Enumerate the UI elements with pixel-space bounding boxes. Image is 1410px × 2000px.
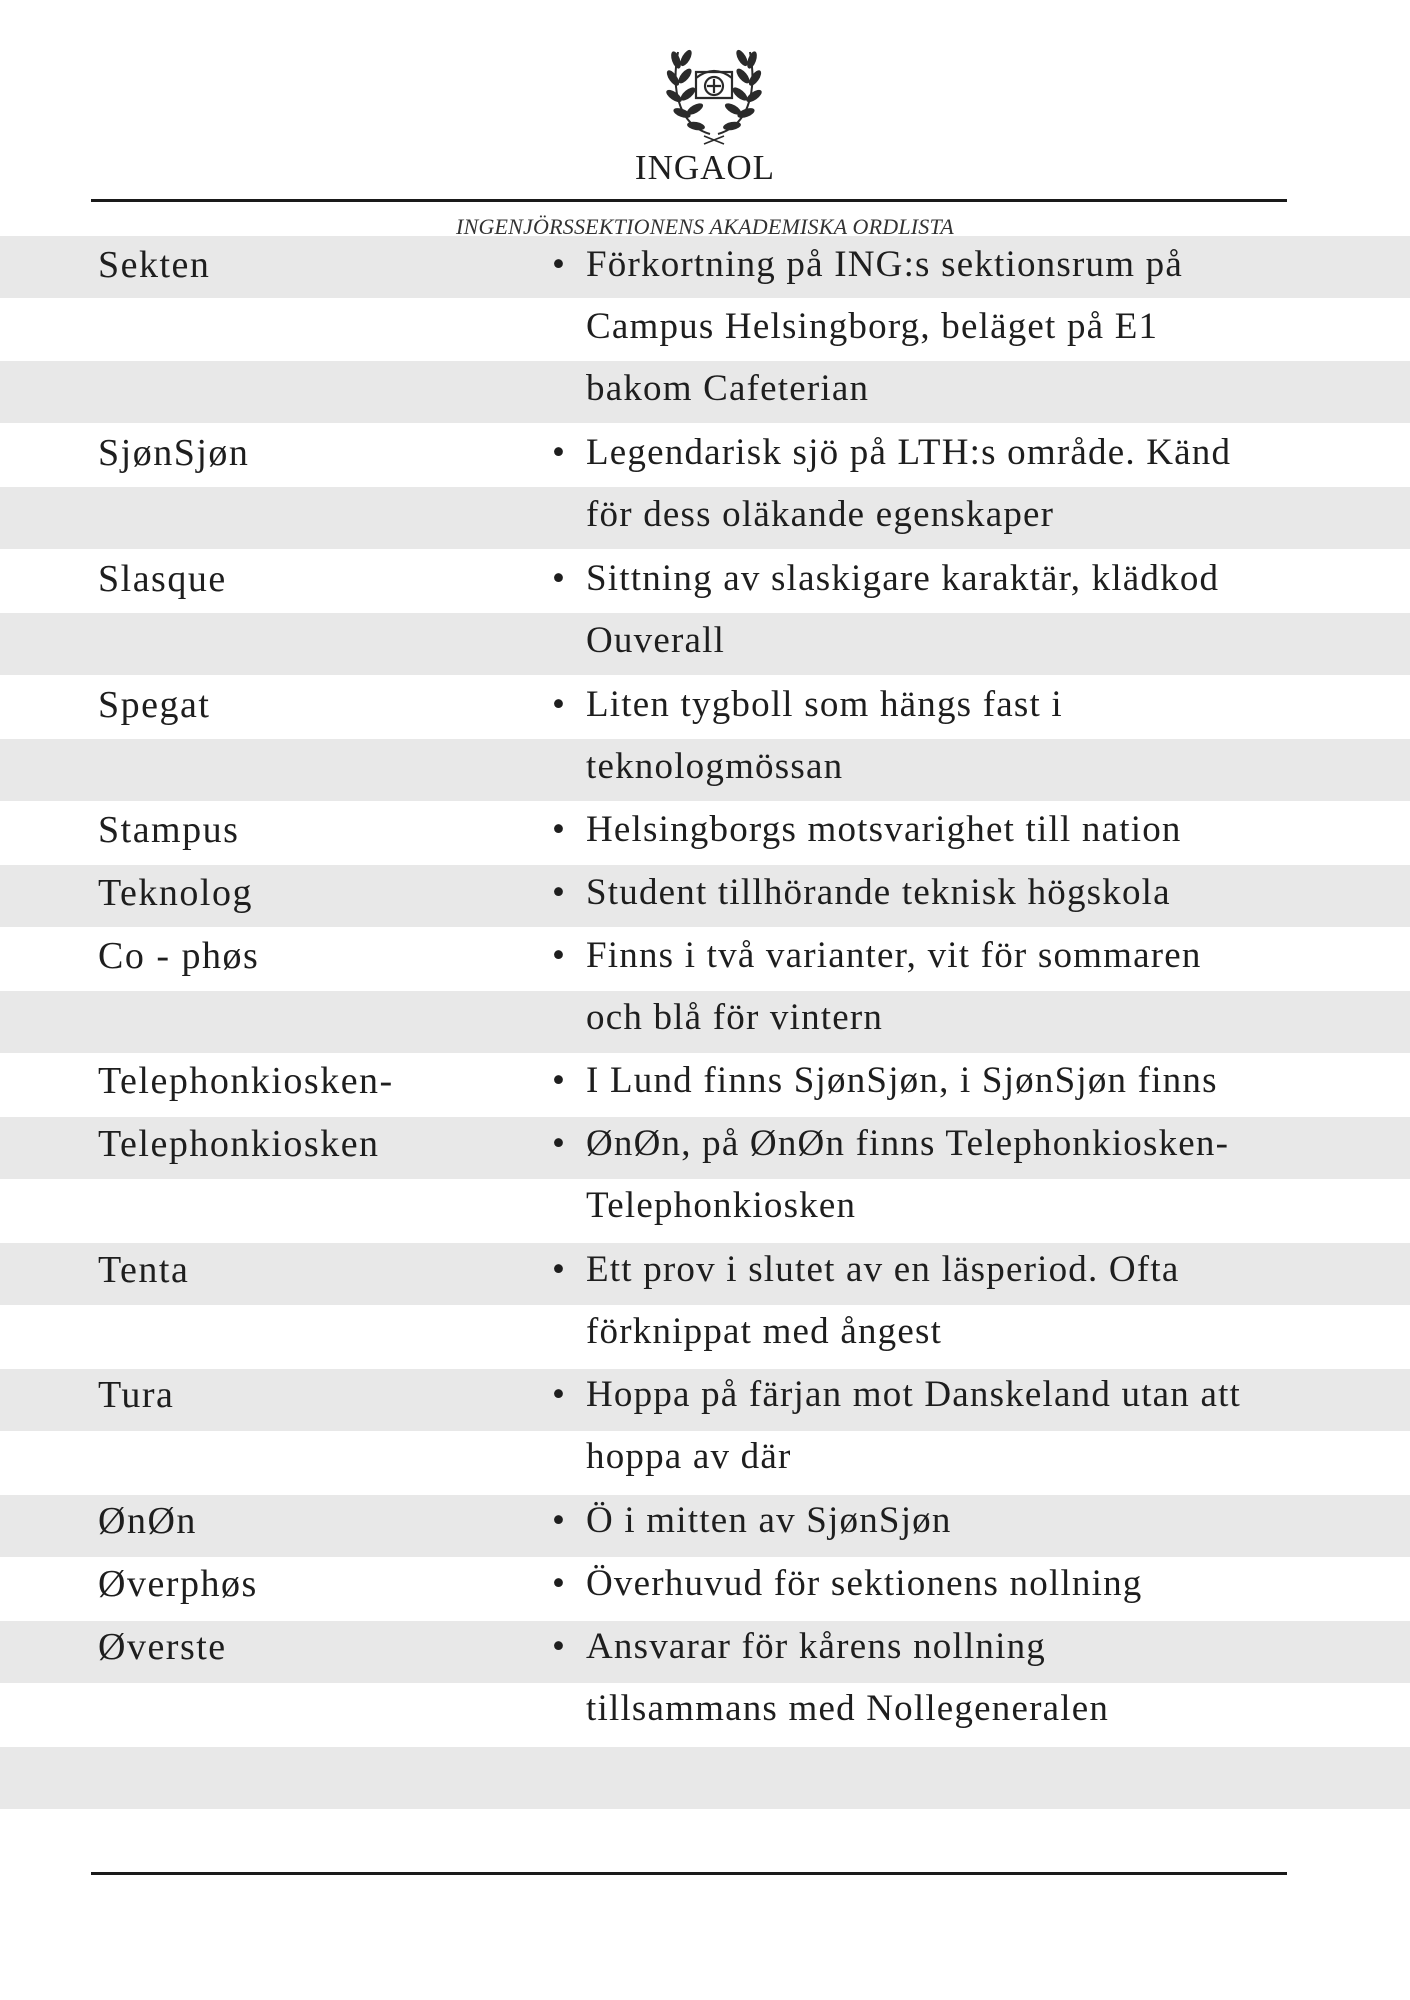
glossary-definition: [552, 799, 1292, 861]
definition-line: [552, 1678, 1292, 1740]
glossary-term: Tura: [98, 1374, 175, 1417]
bullet-icon: •: [552, 432, 567, 474]
glossary-term: Teknolog: [98, 872, 253, 914]
bullet-icon: •: [552, 1060, 567, 1102]
definition-text: tillsammans med Nollegeneralen: [586, 1687, 1110, 1729]
laurel-wreath-crest-icon: [664, 34, 764, 146]
bullet-icon: •: [552, 244, 567, 285]
definition-line: [552, 1616, 1292, 1678]
definition-text: Helsingborgs motsvarighet till nation: [586, 809, 1182, 851]
definition-line: [552, 1175, 1292, 1237]
glossary-definition: [552, 234, 1292, 420]
definition-text: teknologmössan: [586, 745, 844, 787]
glossary-term: Slasque: [98, 558, 227, 600]
glossary-term: ØnØn: [98, 1500, 197, 1542]
definition-line: [552, 548, 1292, 610]
bullet-icon: •: [552, 1248, 567, 1290]
bullet-icon: •: [552, 1562, 567, 1604]
glossary-definition: [552, 1364, 1292, 1488]
definition-text: bakom Cafeterian: [586, 368, 870, 409]
glossary-term: Telephonkiosken: [98, 1123, 380, 1166]
glossary-term: Spegat: [98, 683, 211, 726]
glossary-definition: [552, 422, 1292, 546]
definition-line: [552, 1301, 1292, 1363]
definition-line: [552, 1239, 1292, 1301]
definition-text: Liten tygboll som hängs fast i: [586, 683, 1063, 725]
glossary-definition: [552, 1616, 1292, 1740]
bullet-icon: •: [552, 558, 567, 599]
definition-text: förknippat med ångest: [586, 1310, 943, 1352]
header-rule: [91, 199, 1287, 202]
glossary-definition: [552, 1239, 1292, 1363]
definition-text: Ansvarar för kårens nollning: [586, 1625, 1047, 1667]
bullet-icon: •: [552, 934, 567, 976]
definition-line: [552, 484, 1292, 546]
definition-line: [552, 862, 1292, 924]
definition-line: [552, 674, 1292, 736]
glossary-term: Stampus: [98, 809, 240, 852]
bullet-icon: •: [552, 1374, 567, 1416]
glossary-term: Øverphøs: [98, 1562, 258, 1605]
definition-line: [552, 736, 1292, 798]
definition-line: [552, 799, 1292, 861]
glossary-term: Øverste: [98, 1625, 227, 1668]
glossary-term: Tenta: [98, 1248, 190, 1291]
bullet-icon: •: [552, 1123, 567, 1165]
glossary-definition: [552, 1490, 1292, 1552]
definition-text: Telephonkiosken: [586, 1185, 857, 1227]
document-subtitle: INGENJÖRSSEKTIONENS AKADEMISKA ORDLISTA: [456, 214, 954, 239]
glossary-definition: [552, 925, 1292, 1049]
definition-line: [552, 358, 1292, 420]
definition-line: [552, 610, 1292, 672]
bullet-icon: •: [552, 683, 567, 725]
definition-line: [552, 925, 1292, 987]
glossary-definition: [552, 1553, 1292, 1615]
definition-text: Finns i två varianter, vit för sommaren: [586, 934, 1202, 976]
glossary-term: SjønSjøn: [98, 432, 250, 475]
definition-line: [552, 1426, 1292, 1488]
glossary-definition: [552, 1050, 1292, 1112]
definition-text: och blå för vintern: [586, 996, 884, 1038]
definition-line: [552, 296, 1292, 358]
definition-line: [552, 1490, 1292, 1552]
bullet-icon: •: [552, 872, 567, 913]
definition-line: [552, 234, 1292, 296]
definition-line: [552, 422, 1292, 484]
bullet-icon: •: [552, 1500, 567, 1541]
definition-text: Ett prov i slutet av en läsperiod. Ofta: [586, 1248, 1180, 1290]
definition-text: för dess oläkande egenskaper: [586, 494, 1055, 536]
definition-text: Sittning av slaskigare karaktär, klädkod: [586, 558, 1220, 599]
bullet-icon: •: [552, 809, 567, 851]
definition-text: Ö i mitten av SjønSjøn: [586, 1500, 952, 1541]
definition-line: [552, 1050, 1292, 1112]
definition-text: Student tillhörande teknisk högskola: [586, 872, 1171, 913]
definition-line: [552, 1553, 1292, 1615]
definition-line: [552, 1364, 1292, 1426]
glossary-term: Telephonkiosken-: [98, 1060, 394, 1103]
definition-text: Hoppa på färjan mot Danskeland utan att: [586, 1374, 1242, 1416]
brand-name: INGAOL: [634, 148, 776, 187]
glossary-term: Co - phøs: [98, 934, 260, 977]
definition-line: [552, 1113, 1292, 1175]
glossary-term: Sekten: [98, 244, 211, 286]
definition-line: [552, 987, 1292, 1049]
definition-text: Ouverall: [586, 620, 726, 661]
glossary-definition: [552, 548, 1292, 672]
bullet-icon: •: [552, 1625, 567, 1667]
definition-text: Förkortning på ING:s sektionsrum på: [586, 244, 1183, 285]
glossary-definition: [552, 1113, 1292, 1237]
definition-text: I Lund finns SjønSjøn, i SjønSjøn finns: [586, 1060, 1218, 1102]
definition-text: Överhuvud för sektionens nollning: [586, 1562, 1143, 1604]
definition-text: Campus Helsingborg, beläget på E1: [586, 306, 1159, 347]
glossary-definition: [552, 862, 1292, 924]
definition-text: Legendarisk sjö på LTH:s område. Känd: [586, 432, 1232, 474]
footer-rule: [91, 1872, 1287, 1875]
definition-text: ØnØn, på ØnØn finns Telephonkiosken-: [586, 1123, 1230, 1165]
glossary-definition: [552, 674, 1292, 798]
definition-text: hoppa av där: [586, 1436, 792, 1478]
